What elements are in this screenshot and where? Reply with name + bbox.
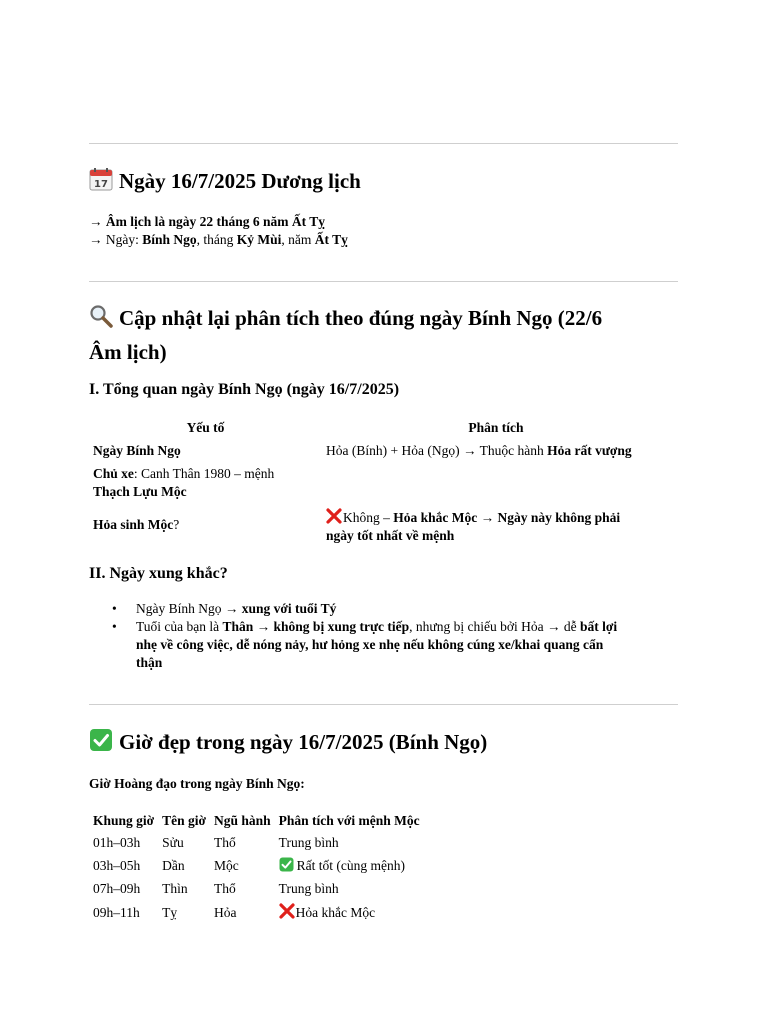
table-header-row: [89, 418, 670, 440]
table-header-row: [89, 810, 424, 832]
table-cell: Hỏa: [214, 904, 237, 920]
table-cell: [89, 440, 322, 463]
cell-text: Hỏa (Bính) + Hỏa (Ngọ) → Thuộc hành: [326, 443, 548, 458]
subheading-hours: [89, 775, 305, 793]
conflict-list: [108, 600, 678, 672]
section-title-text: Ngày 16/7/2025 Dương lịch: [119, 169, 361, 193]
magnifier-icon: [89, 304, 113, 337]
list-text: →: [253, 619, 274, 634]
cross-mark-icon: [326, 508, 340, 522]
divider: [89, 281, 678, 282]
cell-text: Ngày Bính Ngọ: [93, 443, 181, 458]
cell-text: Thạch Lựu Mộc: [93, 484, 187, 499]
table-cell: Trung bình: [278, 881, 339, 896]
table-cell: Thổ: [214, 835, 236, 850]
cell-text: Hỏa sinh Mộc: [93, 517, 174, 532]
table-cell: Sửu: [162, 835, 184, 850]
table-row: [89, 504, 670, 548]
list-item: [108, 600, 678, 618]
lunar-date-text: → Âm lịch là ngày 22 tháng 6 năm Ất Tỵ: [89, 214, 326, 229]
table-row: [89, 440, 670, 463]
subheading-conflict: II. Ngày xung khắc?: [89, 565, 228, 582]
check-mark-icon: [89, 728, 113, 761]
table-header: Yếu tố: [186, 420, 225, 435]
subheading-text: Giờ Hoàng đạo trong ngày Bính Ngọ:: [89, 776, 305, 791]
list-text: thận: [136, 655, 163, 670]
table-header: Phân tích với mệnh Mộc: [278, 813, 420, 828]
list-text: không bị xung trực tiếp: [273, 619, 410, 634]
list-text: Tuổi của bạn là: [136, 619, 223, 634]
list-text: , nhưng bị chiếu bởi Hỏa → dễ: [409, 619, 580, 634]
can-chi-day: Bính Ngọ: [142, 232, 197, 247]
section-title-good-hours: [89, 727, 487, 761]
cell-text: Chủ xe: [93, 466, 134, 481]
table-cell: Tỵ: [162, 904, 178, 920]
table-cell: [322, 504, 670, 548]
table-cell: [322, 463, 670, 504]
hours-table: [89, 810, 424, 925]
list-text: Thân: [222, 619, 254, 634]
list-text: xung với tuổi Tý: [241, 601, 337, 616]
cell-text: Hỏa khắc Mộc: [393, 510, 478, 525]
check-mark-icon: [279, 857, 294, 872]
list-text: Ngày Bính Ngọ →: [136, 601, 242, 616]
overview-table: [89, 418, 670, 548]
table-cell: [89, 504, 322, 548]
can-chi-line: [89, 231, 348, 249]
list-item: [108, 618, 678, 672]
cell-text: Hỏa khắc Mộc: [295, 905, 376, 920]
list-text: bất lợi: [579, 619, 618, 634]
table-cell: Dần: [162, 858, 185, 873]
table-cell: [275, 901, 424, 925]
table-cell: [275, 855, 424, 878]
table-header: Tên giờ: [162, 813, 206, 828]
table-cell: 09h–11h: [93, 904, 140, 920]
cell-text: ?: [173, 517, 180, 532]
section-title-text: Giờ đẹp trong ngày 16/7/2025 (Bính Ngọ): [119, 730, 488, 754]
section-title-text: Cập nhật lại phân tích theo đúng ngày Bính Ngọ (22/6: [119, 306, 603, 330]
section-title-text: Âm lịch): [89, 340, 167, 364]
cell-text: → Ngày này không phải: [477, 510, 621, 525]
cross-mark-icon: [279, 903, 293, 917]
table-header: Phân tích: [468, 420, 524, 435]
subheading-overview: I. Tổng quan ngày Bính Ngọ (ngày 16/7/2025): [89, 381, 400, 398]
table-row: [89, 832, 424, 855]
table-header: Ngũ hành: [214, 813, 271, 828]
can-chi-month: Kỷ Mùi: [236, 232, 282, 247]
can-chi-year: Ất Tỵ: [314, 232, 348, 247]
calendar-icon: [89, 167, 113, 200]
table-cell: 03h–05h: [93, 858, 141, 873]
table-cell: Trung bình: [278, 835, 339, 850]
table-cell: 01h–03h: [93, 835, 141, 850]
svg-text:17: 17: [94, 179, 108, 190]
table-cell: [322, 440, 670, 463]
cell-text: Rất tốt (cùng mệnh): [296, 858, 406, 873]
cell-text: ngày tốt nhất về mệnh: [326, 528, 455, 543]
table-cell: [89, 463, 322, 504]
table-cell: 07h–09h: [93, 881, 141, 896]
divider: [89, 704, 678, 705]
can-chi-prefix: → Ngày:: [89, 232, 143, 247]
cell-text: Hỏa rất vượng: [547, 443, 632, 458]
cell-text: Không –: [343, 510, 394, 525]
section-title-analysis: [89, 303, 689, 368]
table-row: [89, 463, 670, 504]
table-row: [89, 878, 424, 901]
divider: [89, 143, 678, 144]
can-chi-sep: , tháng: [196, 232, 237, 247]
table-row: [89, 855, 424, 878]
table-header: Khung giờ: [93, 813, 155, 828]
cell-text: : Canh Thân 1980 – mệnh: [133, 466, 275, 481]
table-cell: Thổ: [214, 881, 236, 896]
can-chi-sep: , năm: [281, 232, 315, 247]
list-text: nhẹ về công việc, dễ nóng nảy, hư hỏng xe nhẹ nếu không cúng xe/khai quang cẩn: [136, 637, 604, 652]
section-title-date: [89, 166, 361, 200]
table-cell: Thìn: [162, 881, 188, 896]
table-row: [89, 901, 424, 925]
table-cell: Mộc: [214, 858, 239, 873]
lunar-date-line: [89, 213, 325, 231]
